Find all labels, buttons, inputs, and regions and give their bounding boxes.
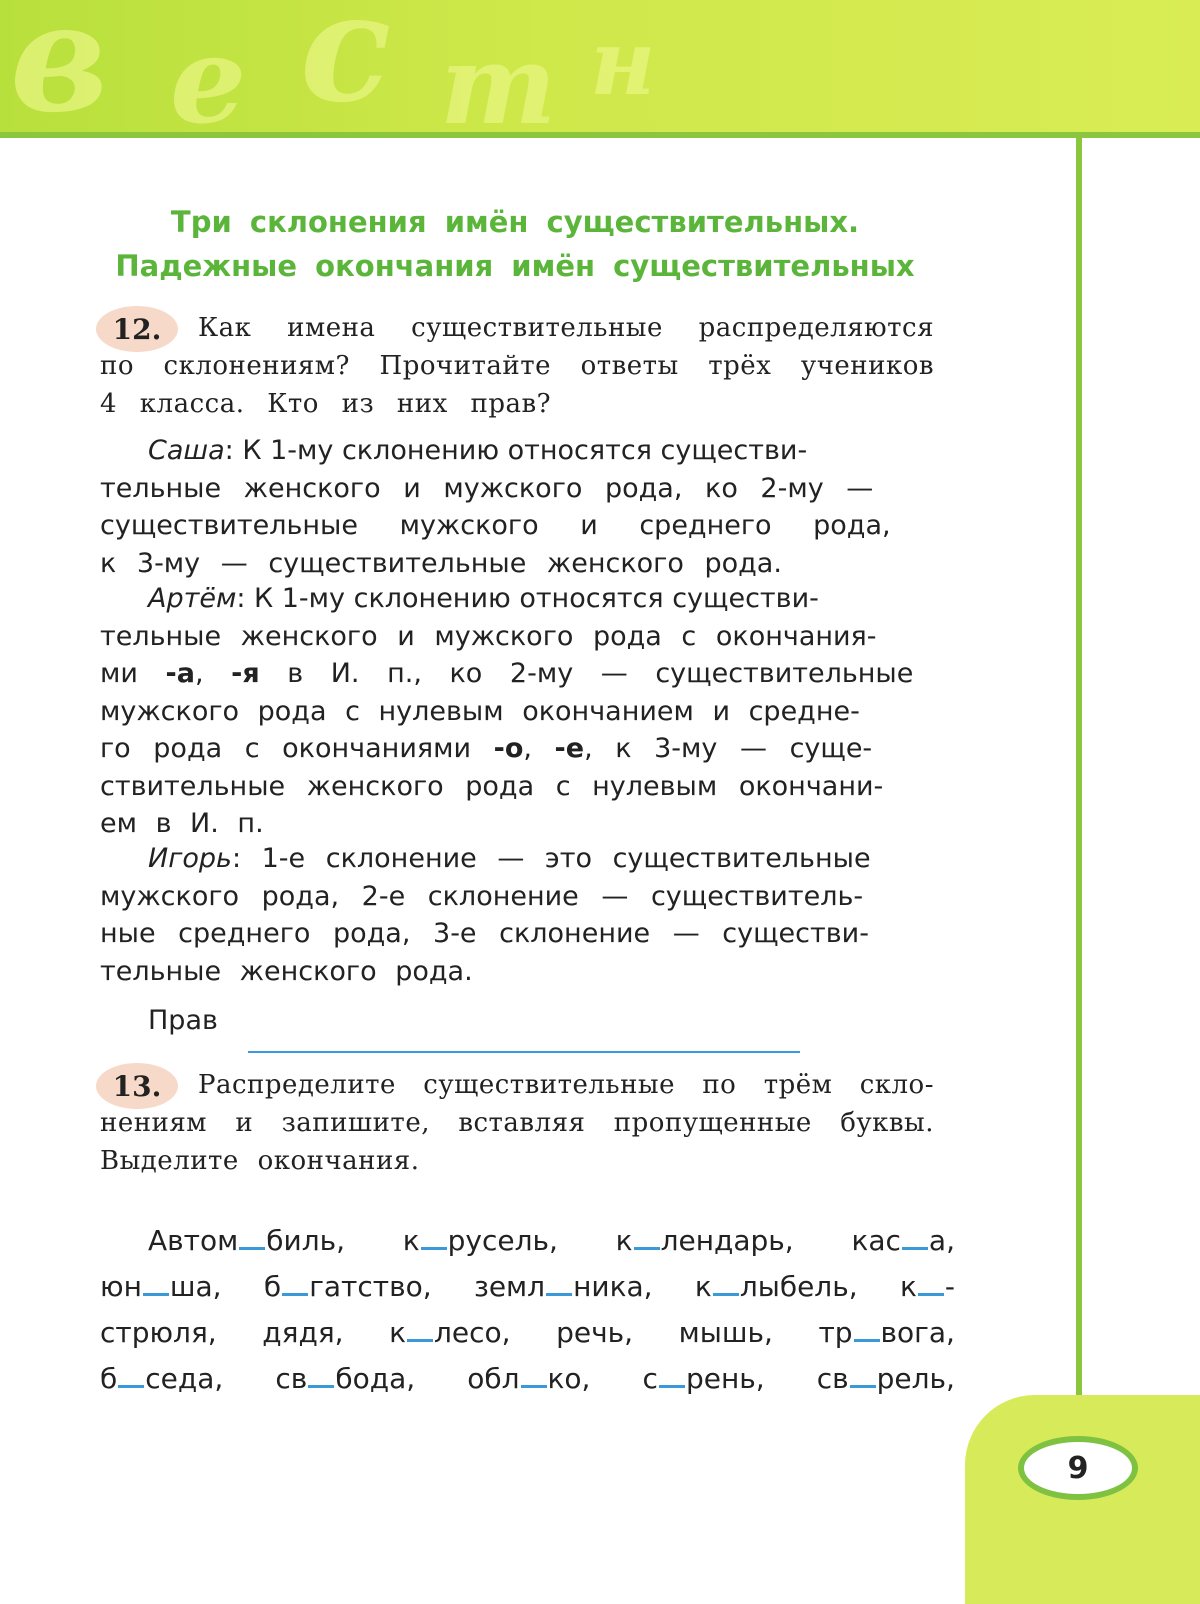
letter-blank[interactable] <box>713 1271 739 1296</box>
artem-line: го рода с окончаниями -о, -е, к 3-му — суще- <box>100 733 873 764</box>
word-item: тр вога, <box>818 1316 955 1349</box>
word-item: речь, <box>556 1316 634 1349</box>
letter-blank[interactable] <box>308 1363 334 1388</box>
word-item: обл ко, <box>467 1362 591 1395</box>
header-rule <box>0 132 1200 138</box>
exercise-13-number: 13. <box>96 1063 178 1109</box>
header-banner <box>0 0 1200 132</box>
igor-line: тельные женского рода. <box>100 955 473 987</box>
exercise-13-task-cont <box>100 1104 934 1180</box>
artem-line: ствительные женского рода с нулевым окончани- <box>100 770 884 802</box>
igor-line: ные среднего рода, 3-е склонение — существи- <box>100 918 869 949</box>
task-line: по склонениям? Прочитайте ответы трёх учеников <box>100 351 934 381</box>
letter-blank[interactable] <box>850 1363 876 1388</box>
letter-blank[interactable] <box>902 1225 928 1250</box>
exercise-12-number: 12. <box>96 306 178 352</box>
task-line: нениям и запишите, вставляя пропущенные буквы. <box>100 1108 934 1138</box>
word-list <box>100 1218 955 1402</box>
page-number: 9 <box>1067 1450 1089 1486</box>
word-item: к русель, <box>402 1224 558 1257</box>
task-line: Распределите существительные по трём скло- <box>198 1070 934 1100</box>
word-item: мышь, <box>678 1316 773 1349</box>
answer-label: Прав <box>148 1005 218 1036</box>
letter-blank[interactable] <box>407 1317 433 1342</box>
word-item: св рель, <box>816 1362 955 1395</box>
letter-blank[interactable] <box>854 1317 880 1342</box>
letter-blank[interactable] <box>143 1271 169 1296</box>
decor-letters: т <box>440 20 557 132</box>
word-item: Автом биль, <box>148 1224 345 1257</box>
answer-blank[interactable] <box>248 1051 800 1053</box>
exercise-12-task-cont <box>100 347 934 423</box>
igor-line: : 1-е склонение — это существительные <box>231 843 871 874</box>
decor-letters: с <box>300 0 392 132</box>
letter-blank[interactable] <box>421 1225 447 1250</box>
decor-letters: в <box>10 0 109 132</box>
artem-line: тельные женского и мужского рода с окончания- <box>100 620 877 652</box>
letter-blank[interactable] <box>282 1271 308 1296</box>
sasha-line: : К 1-му склонению относятся существи- <box>224 435 808 466</box>
page-title <box>90 200 940 288</box>
igor-line: мужского рода, 2-е склонение — существитель- <box>100 880 864 912</box>
word-line <box>100 1264 955 1310</box>
artem-line: ем в И. п. <box>100 808 264 839</box>
artem-line: : К 1-му склонению относятся существи- <box>236 583 819 614</box>
word-item: к лесо, <box>389 1316 511 1349</box>
word-item: с рень, <box>642 1362 765 1395</box>
letter-blank[interactable] <box>659 1363 685 1388</box>
answer-igor <box>100 840 955 990</box>
word-item: к лыбель, <box>694 1270 858 1303</box>
student-name-sasha: Саша <box>148 435 225 466</box>
title-line-1: Три склонения имён существительных. <box>170 205 860 239</box>
task-line: 4 класса. Кто из них прав? <box>100 389 552 419</box>
student-name-igor: Игорь <box>148 843 232 874</box>
letter-blank[interactable] <box>239 1225 265 1250</box>
task-line: Выделите окончания. <box>100 1146 420 1176</box>
word-item: юн ша, <box>100 1270 222 1303</box>
letter-blank[interactable] <box>634 1225 660 1250</box>
artem-line: ми -а, -я в И. п., ко 2-му — существительные <box>100 658 914 689</box>
sasha-line: существительные мужского и среднего рода, <box>100 510 891 541</box>
title-line-2: Падежные окончания имён существительных <box>115 249 915 283</box>
exercise-12-task <box>198 309 934 347</box>
word-item: земл ника, <box>473 1270 653 1303</box>
word-line <box>100 1356 955 1402</box>
student-name-artem: Артём <box>148 583 237 614</box>
word-item: дядя, <box>262 1316 344 1349</box>
task-line: Как имена существительные распределяются <box>198 313 934 343</box>
word-item: к - <box>899 1270 955 1303</box>
decor-letters: е <box>170 10 247 132</box>
letter-blank[interactable] <box>521 1363 547 1388</box>
word-item: б гатство, <box>263 1270 432 1303</box>
sasha-line: к 3-му — существительные женского рода. <box>100 547 782 579</box>
word-item: кас а, <box>851 1224 955 1257</box>
letter-blank[interactable] <box>118 1363 144 1388</box>
exercise-13-task <box>198 1066 934 1104</box>
word-line <box>100 1310 955 1356</box>
letter-blank[interactable] <box>546 1271 572 1296</box>
margin-rule <box>1076 132 1082 1432</box>
decor-letters: н <box>590 10 656 116</box>
answer-artem <box>100 580 955 843</box>
word-item: б седа, <box>100 1362 224 1395</box>
word-item: стрюля, <box>100 1316 217 1349</box>
word-line <box>100 1218 955 1264</box>
artem-line: мужского рода с нулевым окончанием и средне- <box>100 695 860 727</box>
answer-sasha <box>100 432 955 582</box>
page-number-badge <box>1018 1436 1138 1500</box>
word-item: к лендарь, <box>615 1224 794 1257</box>
letter-blank[interactable] <box>918 1271 944 1296</box>
sasha-line: тельные женского и мужского рода, ко 2-му — <box>100 472 874 504</box>
word-item: св бода, <box>275 1362 416 1395</box>
